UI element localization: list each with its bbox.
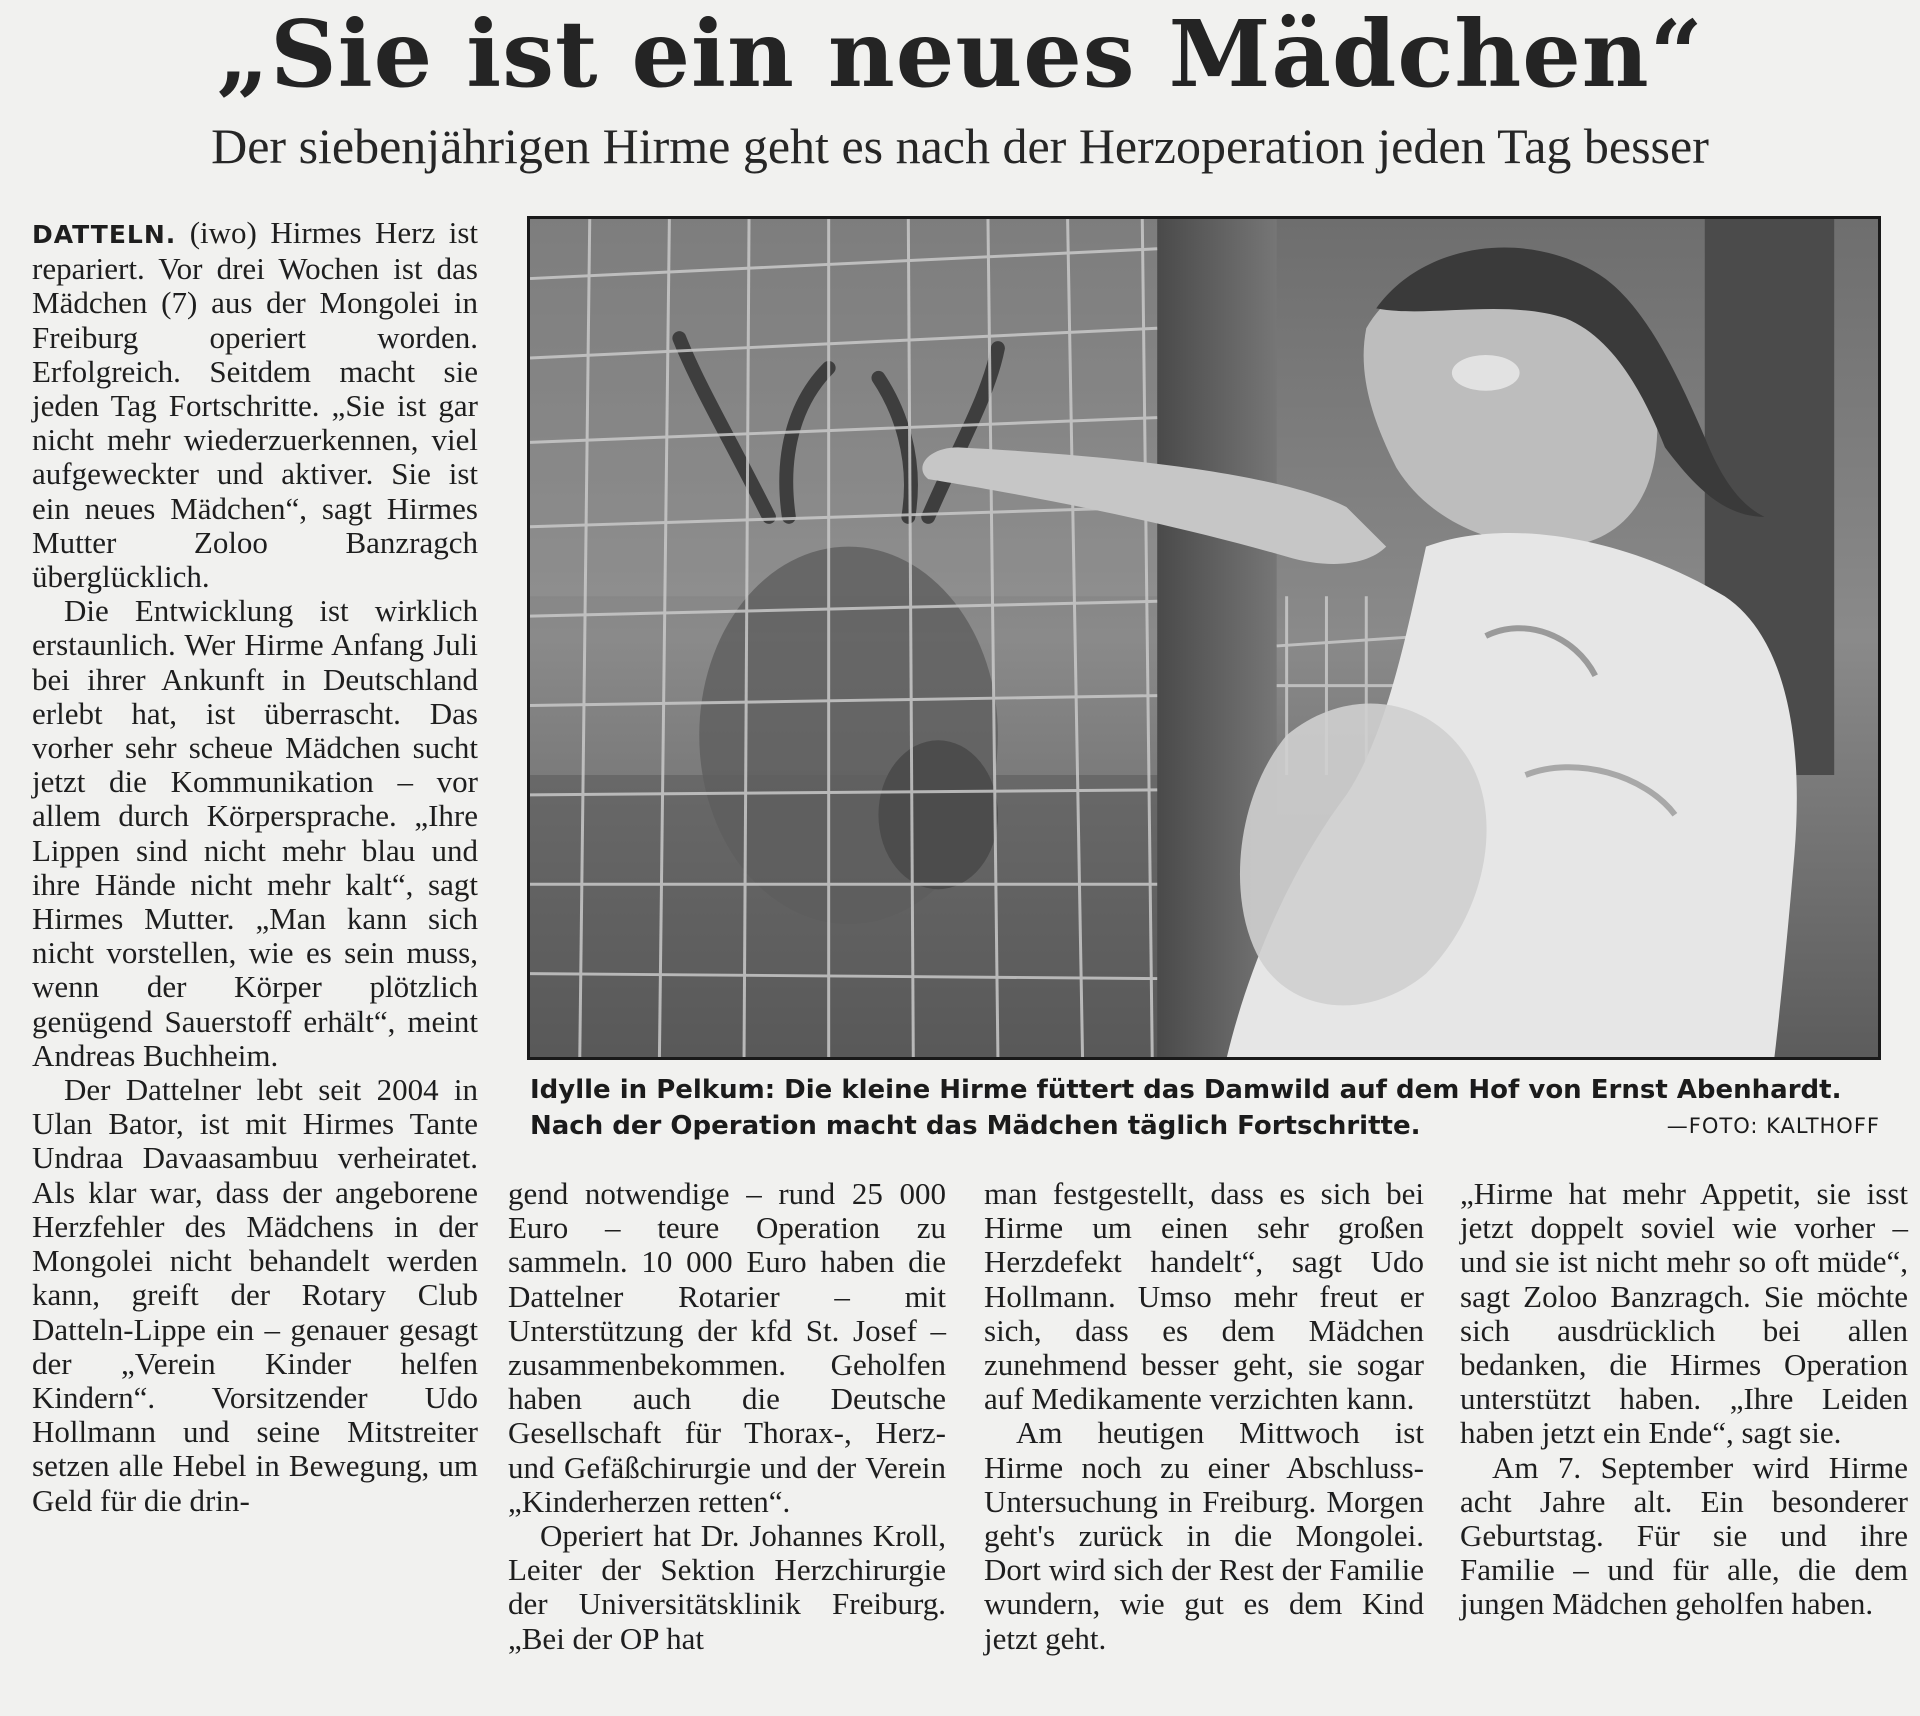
paragraph: Am 7. September wird Hirme acht Jahre alt. Ein besonderer Geburtstag. Für sie und ihre Familie – und für alle, die dem jungen Mädchen geholfen haben. — [1460, 1449, 1908, 1622]
text-column-3 — [984, 1177, 1424, 1656]
paragraph: man festgestellt, dass es sich bei Hirme um einen sehr großen Herzdefekt handelt“, sagt Udo Hollmann. Umso mehr freut er sich, dass es dem Mädchen zunehmend besser geht, sie sogar auf Medikamente verzichten kann. — [984, 1176, 1424, 1417]
subheadline: Der siebenjährigen Hirme geht es nach der Herzoperation jeden Tag besser — [211, 118, 1709, 174]
headline: „Sie ist ein neues Mädchen“ — [216, 0, 1704, 108]
paragraph: Der Dattelner lebt seit 2004 in Ulan Bator, ist mit Hirmes Tante Undraa Davaasambuu verheiratet. Als klar war, dass der angeborene Herzfehler des Mädchens in der Mongolei nicht behandelt werden kann, greift der Rotary Club Datteln-Lippe ein – genauer gesagt der „Verein Kinder helfen Kindern“. Vorsitzender Udo Hollmann und seine Mitstreiter setzen alle Hebel in Bewegung, um Geld für die drin- — [32, 1072, 478, 1518]
paragraph: „Hirme hat mehr Appetit, sie isst jetzt doppelt soviel wie vorher – und sie ist nicht mehr so oft müde“, sagt Zoloo Banzragch. Sie möchte sich ausdrücklich bei allen bedanken, die Hirmes Operation unterstützt haben. „Ihre Leiden haben jetzt ein Ende“, sagt sie. — [1460, 1176, 1908, 1451]
photo-credit: —FOTO: KALTHOFF — [1666, 1114, 1880, 1138]
paragraph: Die Entwicklung ist wirklich erstaunlich. Wer Hirme Anfang Juli bei ihrer Ankunft in Deutschland erlebt hat, ist überrascht. Das vorher sehr scheue Mädchen sucht jetzt die Kommunikation – vor allem durch Körpersprache. „Ihre Lippen sind nicht mehr blau und ihre Hände nicht mehr kalt“, sagt Hirmes Mutter. „Man kann sich nicht vorstellen, wie es sein muss, wenn der Körper plötzlich genügend Sauerstoff erhält“, meint Andreas Buchheim. — [32, 593, 478, 1073]
caption-line-2-row — [530, 1108, 1880, 1144]
text-column-4 — [1460, 1177, 1908, 1622]
caption-line-2: Nach der Operation macht das Mädchen täglich Fortschritte. — [530, 1111, 1421, 1141]
text-column-1 — [32, 216, 478, 1706]
dateline: DATTELN. — [32, 220, 177, 249]
paragraph — [32, 216, 478, 594]
text-column-2 — [508, 1177, 946, 1656]
caption-line-1: Idylle in Pelkum: Die kleine Hirme füttert das Damwild auf dem Hof von Ernst Abenhardt. — [530, 1075, 1842, 1105]
paragraph: Operiert hat Dr. Johannes Kroll, Leiter der Sektion Herzchirurgie der Universitätsklinik Freiburg. „Bei der OP hat — [508, 1518, 946, 1656]
article-photo — [527, 216, 1881, 1060]
paragraph: Am heutigen Mittwoch ist Hirme noch zu einer Abschluss-Untersuchung in Freiburg. Morgen geht's zurück in die Mongolei. Dort wird sich der Rest der Familie wundern, wie gut es dem Kind jetzt geht. — [984, 1415, 1424, 1656]
photo-caption — [530, 1072, 1880, 1144]
paragraph-text: (iwo) Hirmes Herz ist repariert. Vor drei Wochen ist das Mädchen (7) aus der Mongolei in Freiburg operiert worden. Erfolgreich. Seitdem macht sie jeden Tag Fortschritte. „Sie ist gar nicht mehr wiederzuerkennen, viel aufgeweckter und aktiver. Sie ist ein neues Mädchen“, sagt Hirmes Mutter Zoloo Banzragch überglücklich. — [32, 215, 478, 595]
photo-girl-feeding-deer — [530, 219, 1878, 1057]
paragraph: gend notwendige – rund 25 000 Euro – teure Operation zu sammeln. 10 000 Euro haben die Dattelner Rotarier – mit Unterstützung der kfd St. Josef – zusammenbekommen. Geholfen haben auch die Deutsche Gesellschaft für Thorax-, Herz- und Gefäßchirurgie und der Verein „Kinderherzen retten“. — [508, 1176, 946, 1519]
